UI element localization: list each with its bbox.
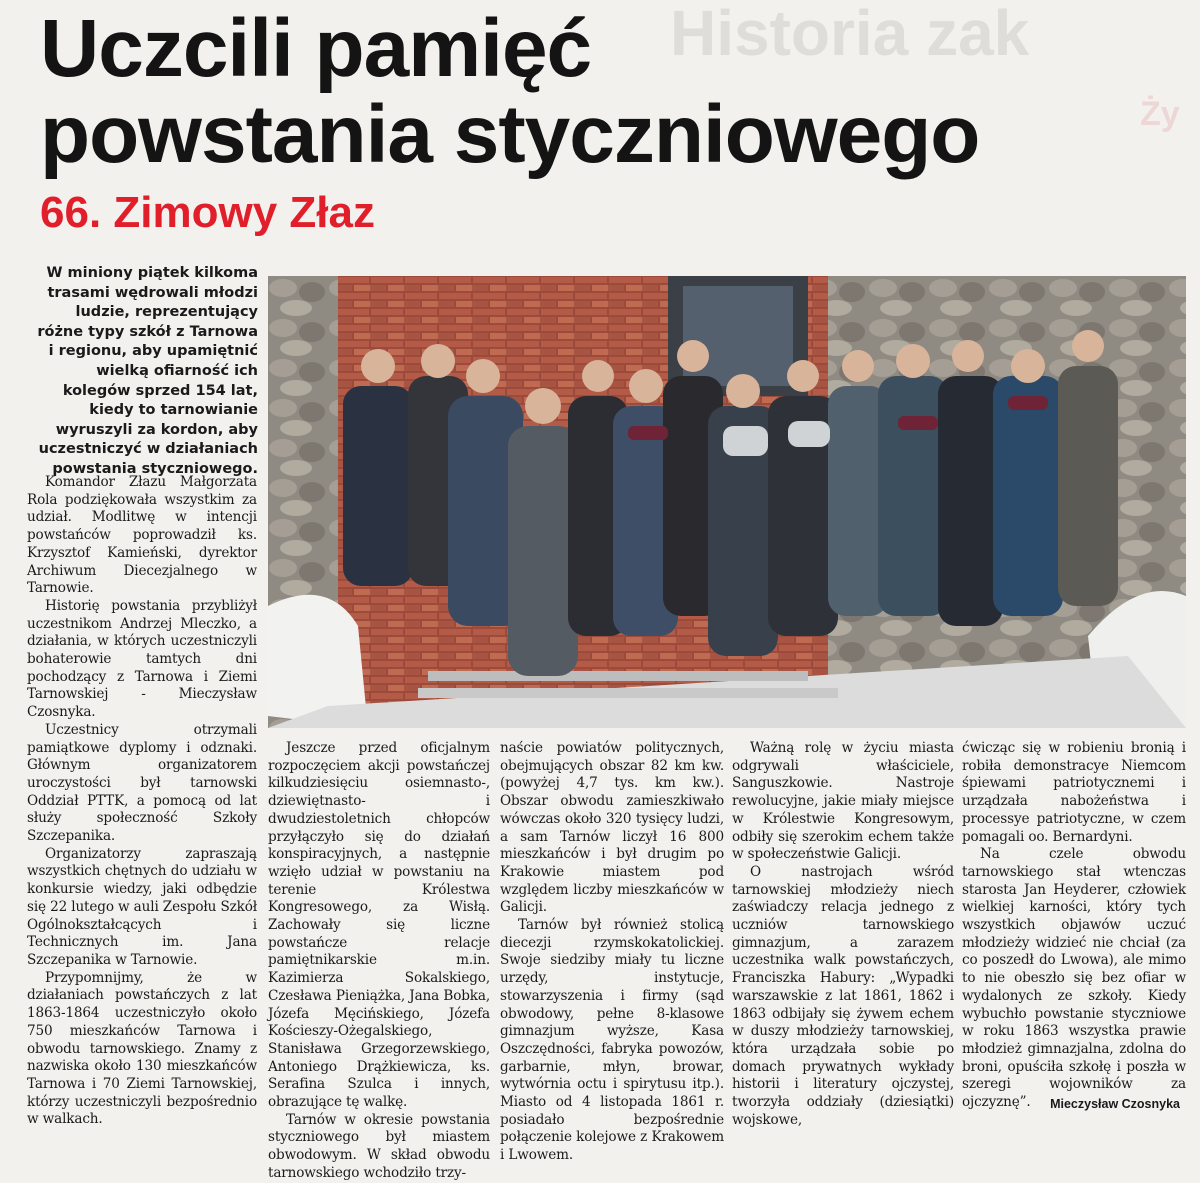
paragraph: O nastrojach wśród tarnowskiej młodzieży niech zaświadczy relacja jednego z uczniów tarnowskiego gimnazjum, a zarazem uczestnika walk powstańczych, Franciszka Habury: „Wypadki warszawskie z lat 1861, 1862 i 1863 odbijały się żywem echem w duszy młodzieży tarnowskiej, która urządzała sobie po domach prywatnych wykłady historii i literatury ojczystej, tworzyła oddziały (dziesiątki) wojskowe,: [732, 863, 954, 1128]
adjacent-headline: Historia zak: [670, 0, 1030, 69]
headline-line-2: powstania styczniowego: [40, 89, 980, 180]
article-headline: [40, 3, 980, 180]
paragraph: Przypomnijmy, że w działaniach powstańczych z lat 1863-1864 uczestniczyło około 750 mieszkańców Tarnowa i obwodu tarnowskiego. Znamy z nazwiska około 130 mieszkańców Tarnowa i 70 Ziemi Tarnowskiej, którzy uczestniczyli bezpośrednio w walkach.: [27, 969, 257, 1128]
paragraph: Ważną rolę w życiu miasta odgrywali właściciele, Sanguszkowie. Nastroje rewolucyjne, jakie miały miejsce w Królestwie Kongresowym, odbiły się szerokim echem także w społeczeństwie Galicji.: [732, 740, 954, 863]
headline-line-1: Uczcili pamięć: [40, 3, 592, 94]
column-1: [27, 474, 257, 1129]
column-2: [268, 740, 490, 1183]
article-lead: W miniony piątek kilkoma trasami wędrowali młodzi ludzie, reprezentujący różne typy szkół z Tarnowa i regionu, aby upamiętnić wielką ofiarność ich kolegów sprzed 154 lat, kiedy to tarnowianie wyruszyli za kordon, aby uczestniczyć w działaniach powstania styczniowego.: [37, 265, 258, 477]
paragraph: Organizatorzy zapraszają wszystkich chętnych do udziału w konkursie wiedzy, jaki odbędzie się 22 lutego w auli Zespołu Szkół Ogólnokształcących i Technicznych im. Jana Szczepanika w Tarnowie.: [27, 845, 257, 968]
paragraph: Komandor Złazu Małgorzata Rola podziękowała wszystkim za udział. Modlitwę w intencji powstańców poprowadził ks. Krzysztof Kamieński, dyrektor Archiwum Diecezjalnego w Tarnowie.: [27, 474, 257, 597]
adjacent-subheadline: Ży: [1140, 95, 1180, 133]
paragraph: Tarnów w okresie powstania styczniowego był miastem obwodowym. W skład obwodu tarnowskiego wchodziło trzy-: [268, 1111, 490, 1181]
column-5: [962, 740, 1186, 1112]
paragraph: Historię powstania przybliżył uczestnikom Andrzej Mleczko, a działania, w których uczestniczyli bohaterowie tamtych dni pochodzący z Tarnowa i Ziemi Tarnowskiej - Mieczysław Czosnyka.: [27, 597, 257, 721]
column-4: [732, 740, 954, 1129]
article-subheadline: 66. Zimowy Złaz: [40, 188, 375, 237]
group-photo: [268, 276, 1186, 728]
paragraph: Uczestnicy otrzymali pamiątkowe dyplomy i odznaki. Głównym organizatorem uroczystości był tarnowski Oddział PTTK, a pomocą od lat służy społeczność Szkoły Szczepanika.: [27, 721, 257, 845]
column-3: [500, 740, 724, 1165]
paragraph: Na czele obwodu tarnowskiego stał wtenczas starosta Jan Heyderer, człowiek wielkiej karności, który tych wszystkich objawów uczuć młodzieży widzieć nie chciał (za co poszedł do Lwowa), ale mimo to nie obeszło się bez ofiar w wydalonych ze szkoły. Kiedy wybuchło powstanie styczniowe w roku 1863 wszystka prawie młodzież gimnazjalna, zdolna do broni, opuściła szkołę i poszła w szeregi wojowników za ojczyznę”.: [962, 846, 1186, 1111]
paragraph: Tarnów był również stolicą diecezji rzymskokatolickiej. Swoje siedziby miały tu liczne urzędy, instytucje, stowarzyszenia i firmy (sąd obwodowy, pełne 8-klasowe gimnazjum wyższe, Kasa Oszczędności, fabryka powozów, garbarnie, młyn, browar, wytwórnia octu i spirytusu itp.). Miasto od 4 listopada 1861 r. posiadało bezpośrednie połączenie kolejowe z Krakowem i Lwowem.: [500, 917, 724, 1164]
group-photo-illustration: [268, 276, 1186, 728]
article-author: Mieczysław Czosnyka: [1050, 1097, 1180, 1111]
paragraph: ćwicząc się w robieniu bronią i robiła demonstracye Niemcom śpiewami patriotycznemi i urządzała nabożeństwa i processye patriotyczne, w czem pomagali oo. Bernardyni.: [962, 740, 1186, 845]
paragraph: naście powiatów politycznych, obejmujących obszar 82 km kw. (powyżej 4,7 tys. km kw.). Obszar obwodu zamieszkiwało wówczas około 320 tysięcy ludzi, a sam Tarnów liczył 16 800 mieszkańców i był drugim po Krakowie miastem pod względem liczby mieszkańców w Galicji.: [500, 740, 724, 916]
paragraph: Jeszcze przed oficjalnym rozpoczęciem akcji powstańczej kilkudziesięciu osiemnasto-, dziewiętnasto- i dwudziestoletnich chłopców przyłączyło się do działań konspiracyjnych, a następnie wzięło udział w powstaniu na terenie Królestwa Kongresowego, za Wisłą. Zachowały się liczne powstańcze relacje pamiętnikarskie m.in. Kazimierza Sokalskiego, Czesława Pieniążka, Jana Bobka, Józefa Męcińskiego, Józefa Kościeszy-Ożegalskiego, Stanisława Grzegorzewskiego, Antoniego Drążkiewicza, ks. Serafina Szulca i innych, obrazujące tę walkę.: [268, 740, 490, 1111]
